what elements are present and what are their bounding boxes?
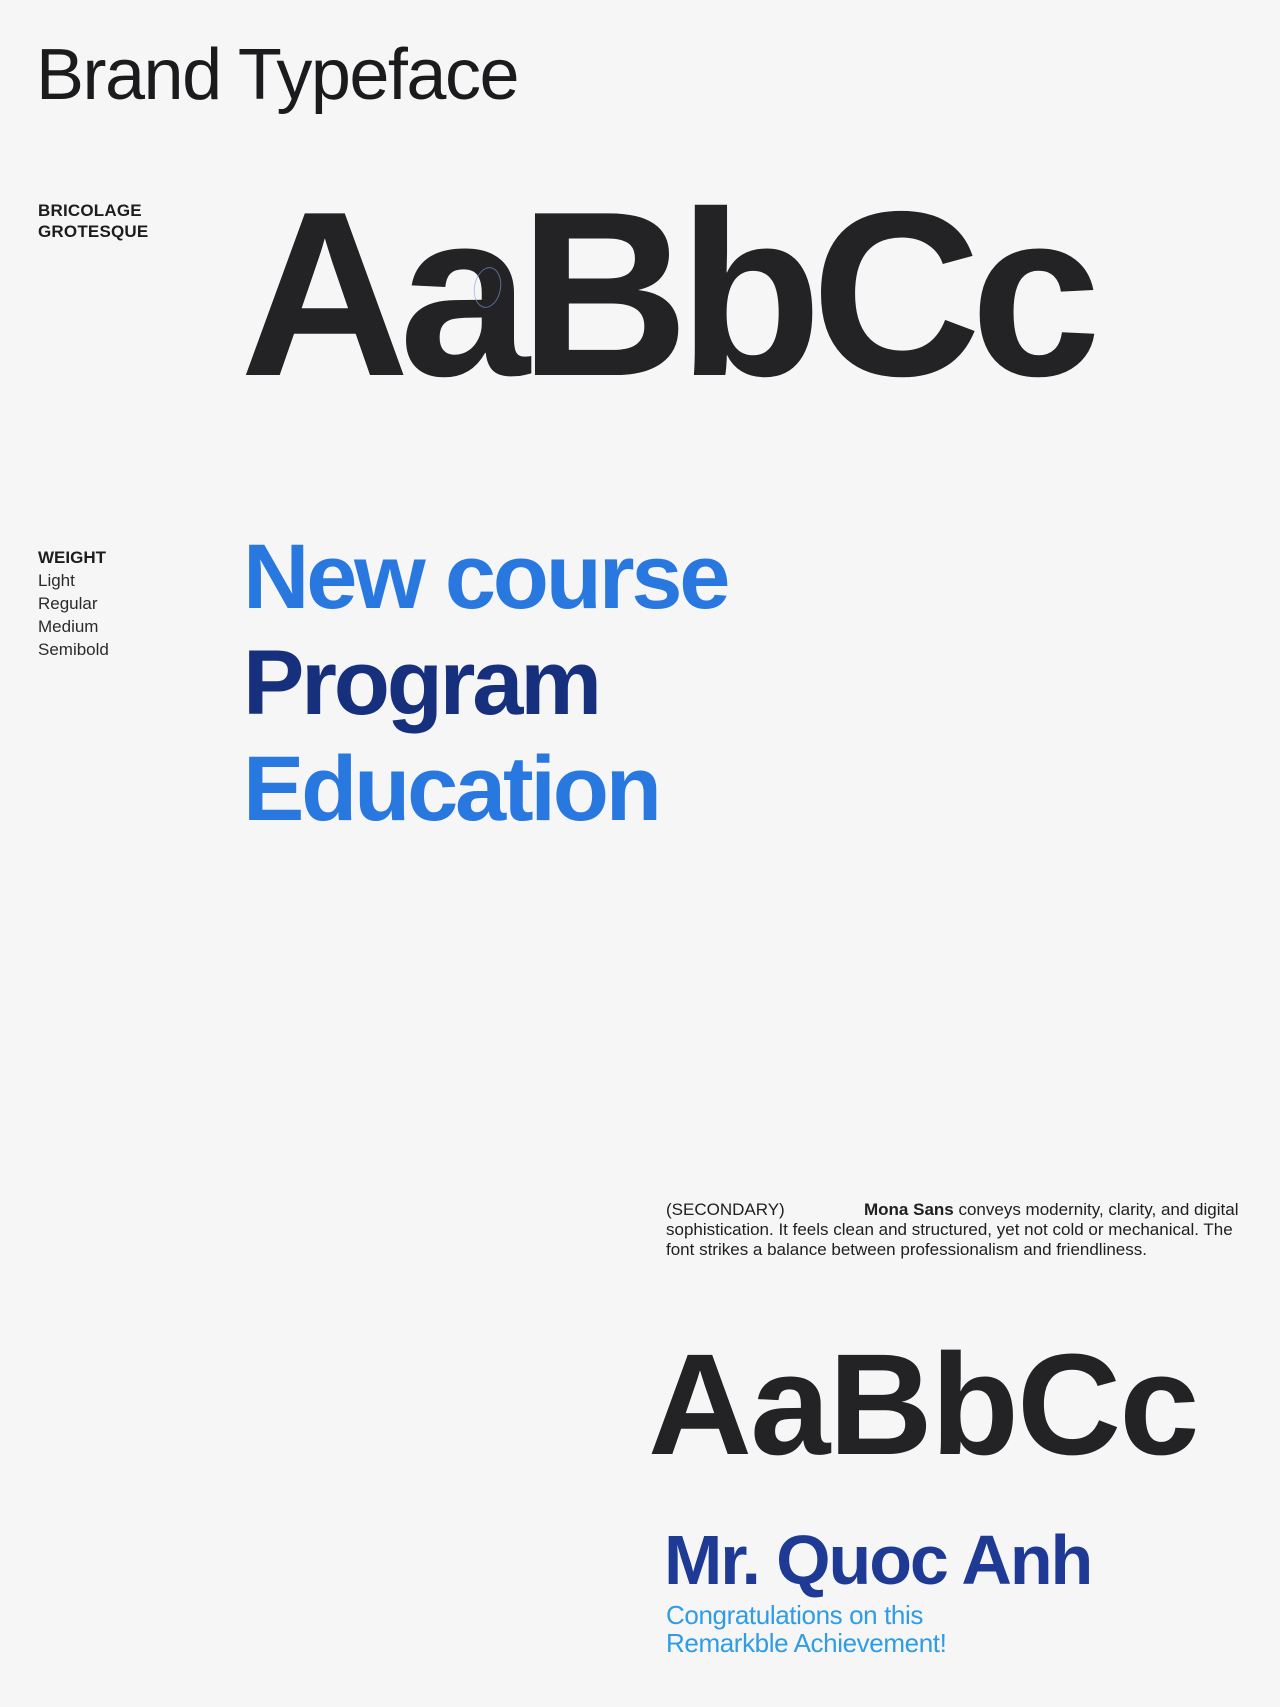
weight-item-regular: Regular <box>38 594 98 613</box>
sample-word-program: Program <box>243 632 599 734</box>
sample-word-education: Education <box>243 738 659 840</box>
weights-block <box>38 546 109 661</box>
weights-label: WEIGHT <box>38 548 106 567</box>
page-title: Brand Typeface <box>36 35 519 115</box>
dedication-message <box>666 1602 946 1657</box>
secondary-family-name: Mona Sans <box>864 1200 954 1219</box>
weight-item-semibold: Semibold <box>38 640 109 659</box>
secondary-specimen-letters: AaBbCc <box>648 1324 1198 1485</box>
sample-word-new-course: New course <box>243 526 728 628</box>
sample-words <box>243 524 727 842</box>
secondary-description <box>666 1200 1252 1260</box>
weight-item-light: Light <box>38 571 75 590</box>
secondary-label: (SECONDARY) <box>666 1200 785 1219</box>
dedication-name: Mr. Quoc Anh <box>664 1521 1092 1599</box>
primary-family-label: BRICOLAGE GROTESQUE <box>38 201 149 241</box>
secondary-description-text: conveys modernity, clarity, and digital sophistication. It feels clean and structured, yet not cold or mechanical. The font strikes a balance between professionalism and friendliness. <box>666 1200 1239 1259</box>
dedication-message-line1: Congratulations on this <box>666 1600 923 1630</box>
primary-specimen-letters: AaBbCc <box>240 162 1091 425</box>
weight-item-medium: Medium <box>38 617 99 636</box>
dedication-message-line2: Remarkble Achievement! <box>666 1627 947 1658</box>
